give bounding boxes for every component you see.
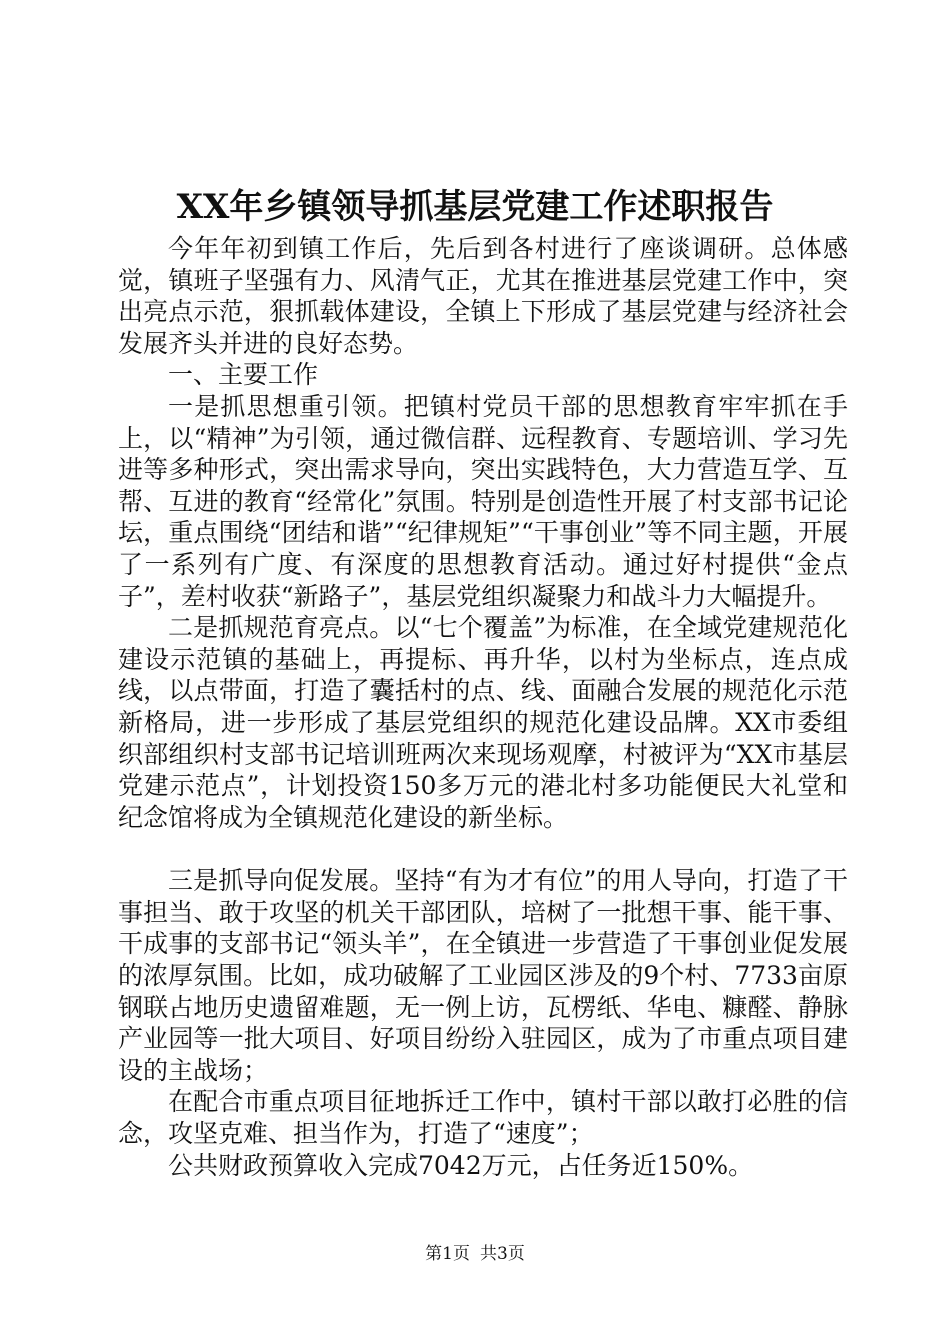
paragraph-fiscal-revenue: 公共财政预算收入完成7042万元，占任务近150%。	[168, 1150, 754, 1180]
page-number: 第1页	[425, 1244, 470, 1264]
document-title: XX年乡镇领导抓基层党建工作述职报告	[176, 186, 774, 227]
page-total: 共3页	[480, 1244, 525, 1264]
paragraph-land-acquisition: 在配合市重点项目征地拆迁工作中，镇村干部以敢打必胜的信念，攻坚克难、担当作为，打造了“速度”；	[118, 1087, 848, 1149]
section-heading-main-work: 一、主要工作	[168, 360, 319, 390]
paragraph-thought-guidance: 一是抓思想重引领。把镇村党员干部的思想教育牢牢抓在手上，以“精神”为引领，通过微信群、远程教育、专题培训、学习先进等多种形式，突出需求导向，突出实践特色，大力营造互学、互帮、互进的教育“经常化”氛围。特别是创造性开展了村支部书记论坛，重点围绕“团结和谐”“纪律规矩”“干事创业”等不同主题，开展了一系列有广度、有深度的思想教育活动。通过好村提供“金点子”，差村收获“新路子”，基层党组织凝聚力和战斗力大幅提升。	[118, 391, 848, 611]
document-body	[118, 233, 848, 1181]
paragraph-development: 三是抓导向促发展。坚持“有为才有位”的用人导向，打造了干事担当、敢于攻坚的机关干部团队，培树了一批想干事、能干事、干成事的支部书记“领头羊”，在全镇进一步营造了干事创业促发展的浓厚氛围。比如，成功破解了工业园区涉及的9个村、7733亩原钢联占地历史遗留难题，无一例上访，瓦楞纸、华电、糠醛、静脉产业园等一批大项目、好项目纷纷入驻园区，成为了市重点项目建设的主战场；	[118, 866, 848, 1085]
paragraph-intro: 今年年初到镇工作后，先后到各村进行了座谈调研。总体感觉，镇班子坚强有力、风清气正，尤其在推进基层党建工作中，突出亮点示范，狠抓载体建设，全镇上下形成了基层党建与经济社会发展齐头并进的良好态势。	[118, 234, 848, 358]
paragraph-standardization: 二是抓规范育亮点。以“七个覆盖”为标准，在全域党建规范化建设示范镇的基础上，再提标、再升华，以村为坐标点，连点成线，以点带面，打造了囊括村的点、线、面融合发展的规范化示范新格局，进一步形成了基层党组织的规范化建设品牌。XX市委组织部组织村支部书记培训班两次来现场观摩，村被评为“XX市基层党建示范点”，计划投资150多万元的港北村多功能便民大礼堂和纪念馆将成为全镇规范化建设的新坐标。	[118, 613, 848, 832]
page-footer	[0, 1242, 950, 1266]
